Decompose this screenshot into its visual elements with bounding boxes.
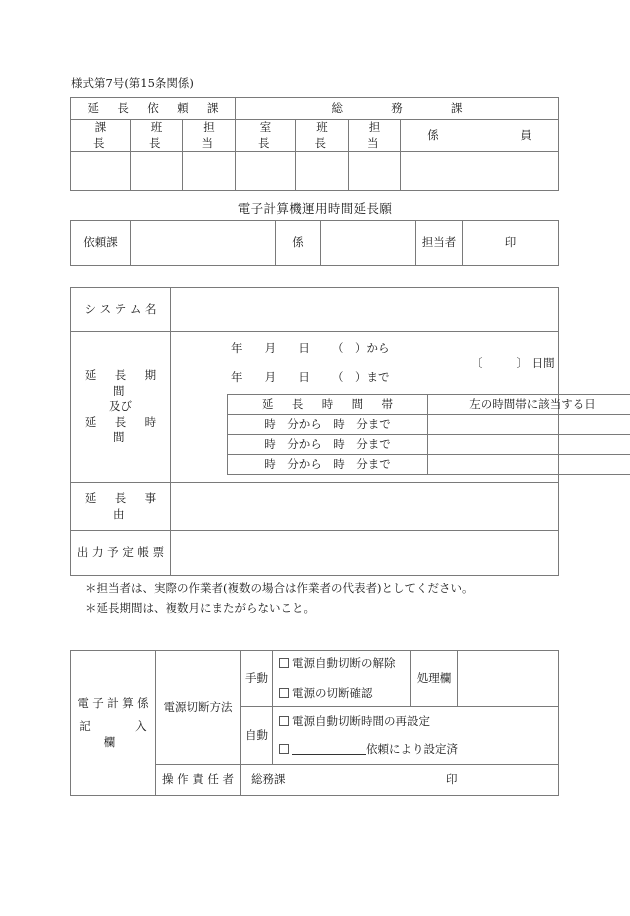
stamp-cell-section-chief[interactable] [71, 152, 131, 191]
auto-option-2-label: 依頼により設定済 [366, 741, 458, 756]
auto-option-2-blank[interactable] [292, 743, 366, 755]
start-date-line[interactable] [231, 341, 389, 357]
end-date-suffix: まで [366, 370, 390, 384]
start-date-suffix: から [366, 341, 390, 355]
end-date-year: 年 [231, 370, 243, 384]
main-body-table [70, 287, 596, 576]
note-line-2: ＊延長期間は、複数月にまたがらないこと。 [85, 601, 315, 616]
time-slot-header-days: 左の時間帯に該当する日 [428, 395, 630, 415]
time-slot-header-range: 延 長 時 間 帯 [228, 395, 428, 415]
column-header-team-leader-2: 班 長 [296, 120, 349, 152]
days-bracket-open: 〔 [471, 356, 483, 370]
time-slot-row [228, 435, 630, 455]
time-slot-range-1[interactable]: 時 分から 時 分まで [228, 415, 428, 435]
requesting-dept-label: 依頼課 [71, 221, 131, 266]
notes-block [85, 578, 473, 618]
time-slot-range-2[interactable]: 時 分から 時 分まで [228, 435, 428, 455]
system-name-field[interactable] [171, 288, 559, 332]
period-row [71, 332, 559, 483]
start-date-month: 月 [264, 341, 277, 355]
manual-option-1-label: 電源自動切断の解除 [292, 655, 396, 670]
time-slot-days-3[interactable] [428, 455, 630, 475]
time-slot-days-1[interactable] [428, 415, 630, 435]
computer-section-table [70, 650, 559, 796]
period-box [171, 332, 596, 482]
group-header-general-affairs: 総 務 課 [236, 98, 559, 120]
form-number: 様式第7号(第15条関係) [71, 76, 194, 90]
column-header-staff: 担 当 [183, 120, 236, 152]
person-in-charge-label: 担当者 [416, 221, 463, 266]
start-date-year: 年 [231, 341, 243, 355]
checkbox-icon[interactable] [279, 716, 289, 726]
period-label-line1: 延 長 期 間 [84, 368, 175, 398]
reason-field[interactable] [171, 483, 559, 531]
manual-mode-row [71, 651, 559, 707]
operator-value-cell [241, 765, 559, 796]
time-slot-range-3[interactable]: 時 分から 時 分まで [228, 455, 428, 475]
time-slot-header-row [228, 395, 630, 415]
system-name-label: シ ス テ ム 名 [71, 288, 171, 332]
time-slot-row [228, 415, 630, 435]
start-date-weekday: （ ） [331, 341, 367, 355]
period-label-line3: 延 長 時 間 [84, 414, 175, 445]
process-column-field[interactable] [458, 651, 559, 707]
operator-label: 操 作 責 任 者 [156, 765, 241, 796]
time-slot-table [227, 394, 630, 475]
time-slot-days-2[interactable] [428, 435, 630, 455]
note-line-1: ＊担当者は、実際の作業者(複数の場合は作業者の代表者)としてください。 [85, 581, 474, 595]
power-off-method-label: 電源切断方法 [156, 651, 241, 765]
days-bracket-close: 〕 [516, 356, 528, 370]
requesting-dept-field[interactable] [131, 221, 276, 266]
process-column-label: 処理欄 [411, 651, 458, 707]
auto-options-cell [273, 707, 559, 765]
manual-option-1[interactable] [273, 656, 410, 672]
page-title: 電子計算機運用時間延長願 [237, 201, 393, 216]
approval-stamp-row [71, 152, 559, 191]
operator-inner [241, 765, 558, 795]
column-header-team-leader: 班 長 [131, 120, 183, 152]
approval-group-header-row [71, 98, 559, 120]
period-label [71, 332, 175, 483]
days-count-field[interactable] [471, 356, 555, 372]
auto-option-1-label: 電源自動切断時間の再設定 [292, 713, 430, 728]
output-label: 出 力 予 定 帳 票 [71, 531, 171, 576]
seal-label: 印 [463, 221, 559, 266]
output-row [71, 531, 559, 576]
period-label-line2: 及び [109, 399, 132, 414]
stamp-cell-team-leader-2[interactable] [296, 152, 349, 191]
stamp-cell-clerk[interactable] [401, 152, 559, 191]
period-content-cell [171, 332, 596, 483]
approval-column-header-row [71, 120, 559, 152]
computer-section-label-line2: 記 入 欄 [79, 719, 192, 749]
column-header-clerk: 係 員 [401, 120, 559, 152]
auto-option-2[interactable] [273, 742, 558, 758]
days-unit: 日間 [531, 356, 555, 370]
end-date-line[interactable] [231, 370, 389, 386]
group-header-requesting-dept: 延 長 依 頼 課 [71, 98, 236, 120]
end-date-day: 日 [298, 370, 310, 384]
end-date-month: 月 [264, 370, 277, 384]
stamp-cell-team-leader[interactable] [131, 152, 183, 191]
computer-section-label-line1: 電子計算係 [77, 695, 153, 710]
column-header-office-chief: 室 長 [236, 120, 296, 152]
computer-section-label [71, 651, 192, 796]
section-field[interactable] [321, 221, 416, 266]
auto-mode-label: 自動 [241, 707, 273, 765]
checkbox-icon[interactable] [279, 744, 289, 754]
operator-seal-label: 印 [446, 772, 458, 786]
output-field[interactable] [171, 531, 559, 576]
operator-dept: 総務課 [251, 772, 286, 786]
manual-option-2[interactable] [273, 686, 410, 702]
stamp-cell-staff[interactable] [183, 152, 236, 191]
system-name-row [71, 288, 559, 332]
section-label: 係 [276, 221, 321, 266]
stamp-cell-office-chief[interactable] [236, 152, 296, 191]
column-header-section-chief: 課 長 [71, 120, 131, 152]
requester-row [71, 221, 559, 266]
manual-mode-label: 手動 [241, 651, 273, 707]
time-slot-row [228, 455, 630, 475]
approval-stamp-table [70, 97, 559, 191]
column-header-staff-2: 担 当 [349, 120, 401, 152]
manual-option-2-label: 電源の切断確認 [292, 685, 373, 700]
stamp-cell-staff-2[interactable] [349, 152, 401, 191]
requester-table [70, 220, 559, 266]
checkbox-icon[interactable] [279, 688, 289, 698]
end-date-weekday: （ ） [331, 370, 367, 384]
manual-options-cell [273, 651, 411, 707]
start-date-day: 日 [298, 341, 310, 355]
reason-row [71, 483, 559, 531]
auto-option-1[interactable] [273, 714, 558, 730]
checkbox-icon[interactable] [279, 658, 289, 668]
reason-label: 延 長 事 由 [71, 483, 171, 531]
